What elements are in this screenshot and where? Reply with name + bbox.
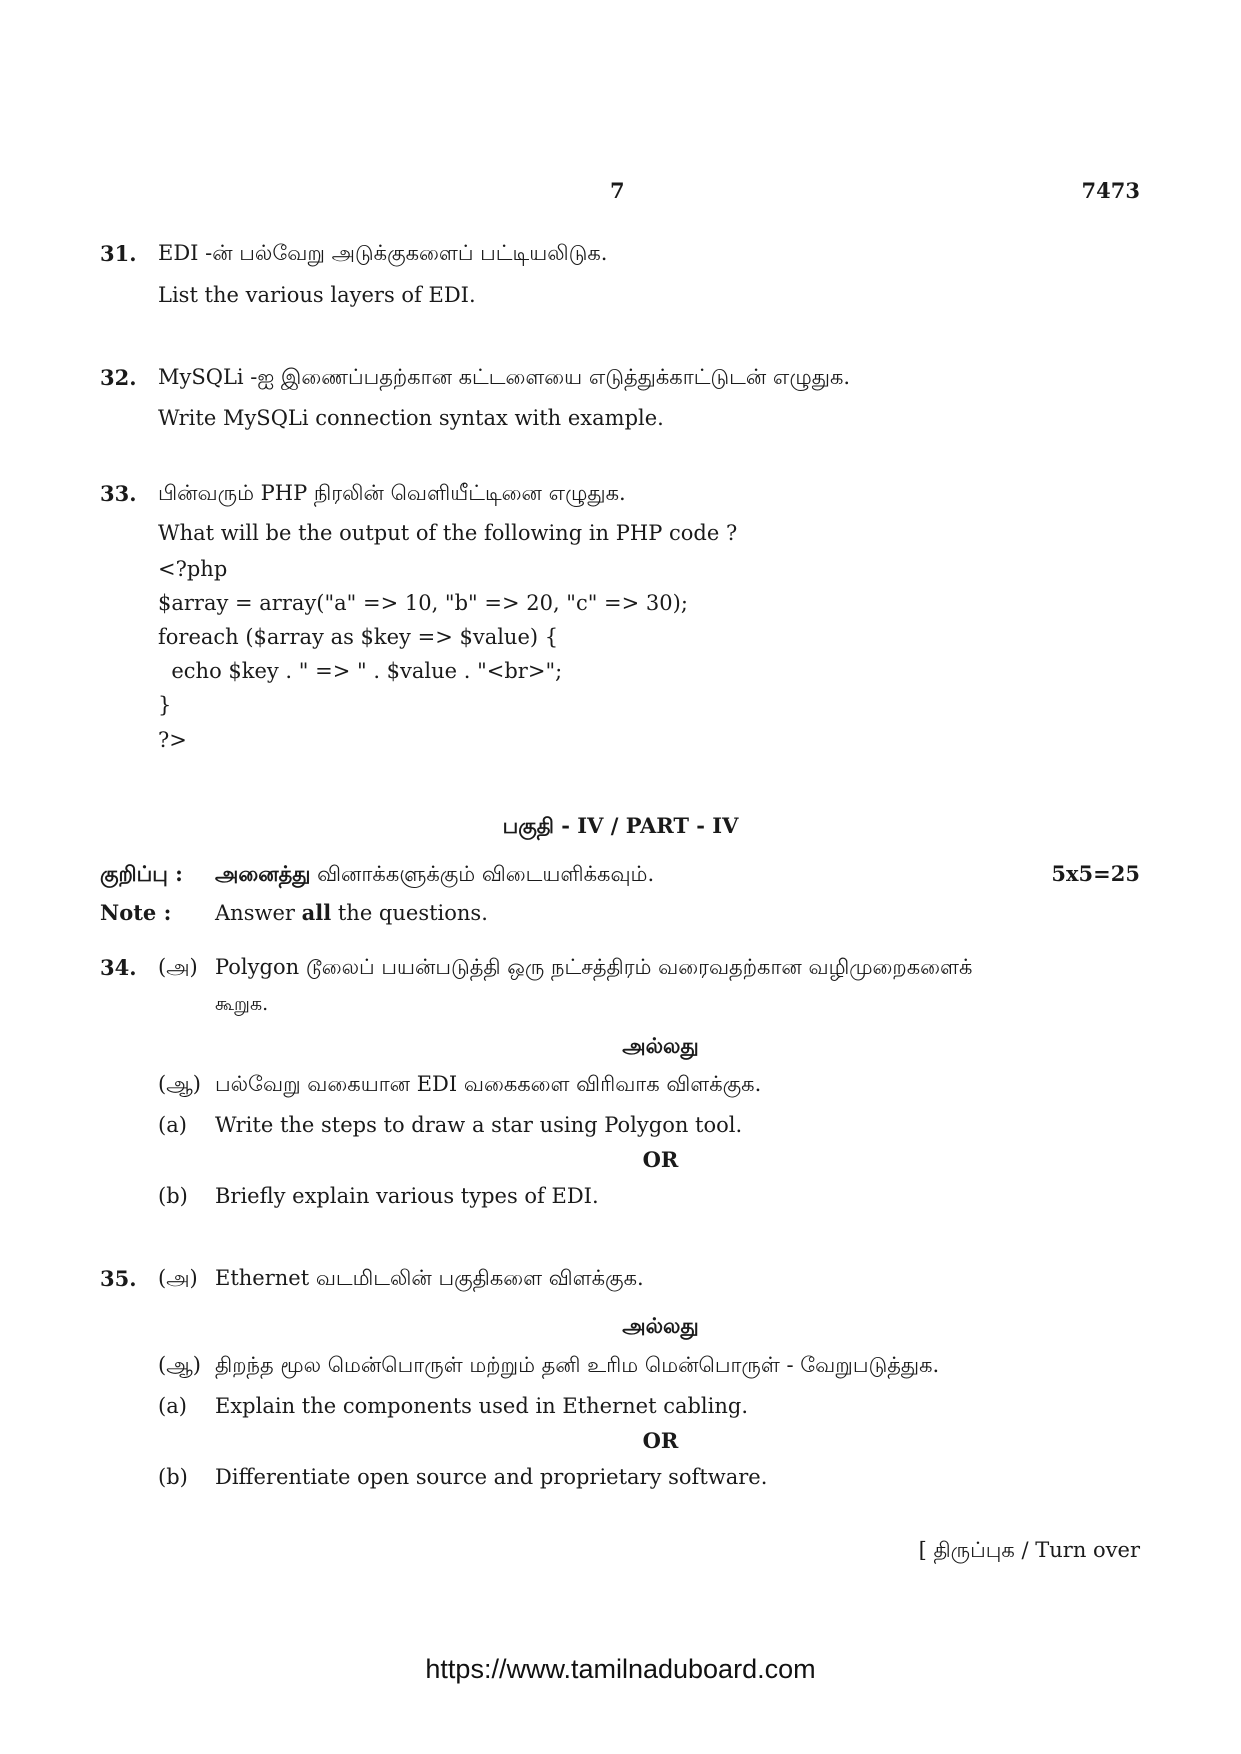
turn-over: [ திருப்புக / Turn over [918, 1538, 1140, 1562]
question-number: 31. [100, 241, 137, 266]
option-marker: (a) [158, 1394, 187, 1418]
note-label: Note : [100, 900, 172, 925]
question-tamil: MySQLi -ஐ இணைப்பதற்கான கட்டளையை எடுத்துக்காட்டுடன் எழுதுக. [158, 365, 851, 389]
option-marker: (b) [158, 1465, 188, 1489]
code-line: $array = array("a" => 10, "b" => 20, "c" => 30); [158, 591, 688, 615]
or-label: OR [642, 1147, 679, 1172]
question-number: 32. [100, 365, 137, 390]
note-pre: Answer [215, 901, 295, 925]
option-a-english: Write the steps to draw a star using Polygon tool. [215, 1113, 743, 1137]
marks: 5x5=25 [1051, 861, 1140, 886]
note-post: the questions. [337, 901, 488, 925]
question-english: List the various layers of EDI. [158, 283, 476, 307]
question-tamil: EDI -ன் பல்வேறு அடுக்குகளைப் பட்டியலிடுக. [158, 241, 608, 265]
question-english: What will be the output of the following in PHP code ? [158, 521, 738, 545]
note-tamil-rest: வினாக்களுக்கும் விடையளிக்கவும். [317, 862, 655, 886]
or-tamil: அல்லது [622, 1033, 699, 1058]
code-line: ?> [158, 728, 187, 752]
option-marker: (a) [158, 1113, 187, 1137]
option-b-tamil: திறந்த மூல மென்பொருள் மற்றும் தனி உரிம மென்பொருள் - வேறுபடுத்துக. [215, 1353, 940, 1377]
note-tamil-label: குறிப்பு : [100, 861, 183, 886]
option-b-english: Differentiate open source and proprietary software. [215, 1465, 768, 1489]
option-a-tamil: Ethernet வடமிடலின் பகுதிகளை விளக்குக. [215, 1266, 644, 1290]
question-tamil: பின்வரும் PHP நிரலின் வெளியீட்டினை எழுதுக. [158, 481, 626, 505]
paper-code: 7473 [1081, 178, 1140, 203]
part-heading: பகுதி - IV / PART - IV [502, 813, 739, 838]
option-b-english: Briefly explain various types of EDI. [215, 1184, 599, 1208]
option-marker: (ஆ) [158, 1353, 201, 1377]
note-english [215, 900, 488, 925]
source-url[interactable]: https://www.tamilnaduboard.com [425, 1654, 816, 1684]
code-line: <?php [158, 557, 228, 581]
option-a-tamil-cont: கூறுக. [215, 993, 269, 1015]
note-bold: all [301, 900, 332, 925]
code-line: echo $key . " => " . $value . "<br>"; [158, 659, 563, 683]
or-tamil: அல்லது [622, 1313, 699, 1338]
option-b-tamil: பல்வேறு வகையான EDI வகைகளை விரிவாக விளக்குக. [215, 1072, 762, 1096]
code-line: foreach ($array as $key => $value) { [158, 625, 559, 649]
page-number: 7 [610, 178, 625, 203]
question-number: 33. [100, 481, 137, 506]
note-tamil [215, 861, 654, 889]
note-tamil-bold: அனைத்து [215, 861, 311, 886]
option-marker: (b) [158, 1184, 188, 1208]
option-marker: (அ) [158, 955, 198, 979]
option-marker: (அ) [158, 1266, 198, 1290]
or-label: OR [642, 1428, 679, 1453]
option-a-tamil: Polygon டூலைப் பயன்படுத்தி ஒரு நட்சத்திரம் வரைவதற்கான வழிமுறைகளைக் [215, 955, 973, 979]
question-number: 34. [100, 955, 137, 980]
option-marker: (ஆ) [158, 1072, 201, 1096]
code-line: } [158, 693, 172, 717]
question-number: 35. [100, 1266, 137, 1291]
question-english: Write MySQLi connection syntax with example. [158, 406, 664, 430]
option-a-english: Explain the components used in Ethernet cabling. [215, 1394, 748, 1418]
